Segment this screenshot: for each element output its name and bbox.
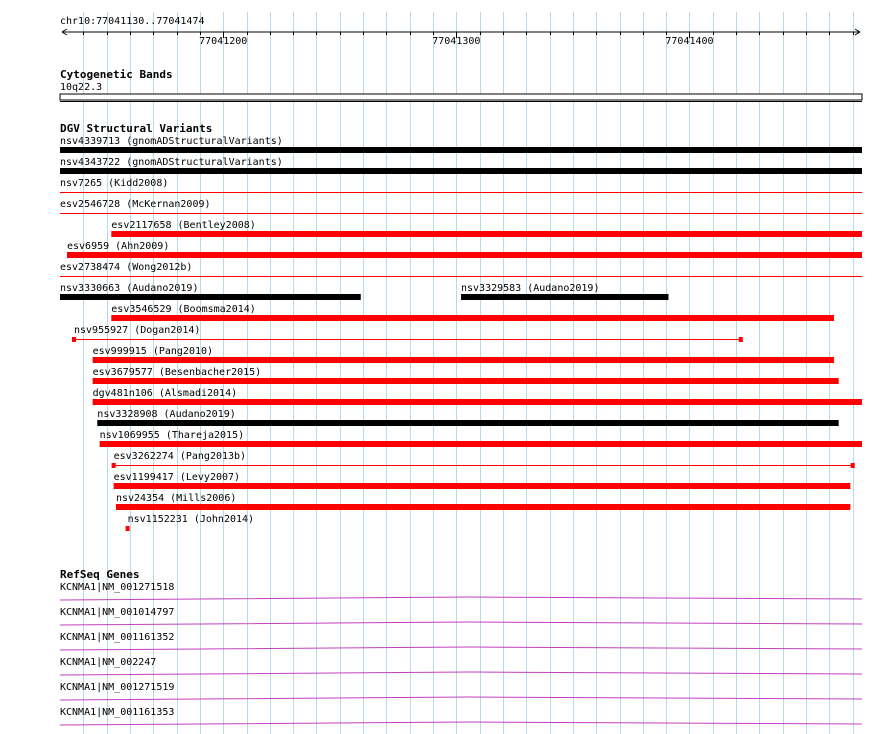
cytogenetic-bands-track [60,68,862,102]
sv-feature-bar[interactable] [93,378,839,384]
sv-feature-start-cap[interactable] [112,463,116,468]
gene-intron-line[interactable] [60,647,862,650]
sv-feature[interactable] [67,241,862,258]
sv-feature-label: esv3679577 (Besenbacher2015) [92,367,262,378]
gene-intron-line[interactable] [60,597,862,600]
sv-feature-bar[interactable] [461,294,668,300]
gene-label: KCNMA1|NM_001271518 [60,582,175,593]
gene-model[interactable] [60,707,862,725]
sv-feature-bar[interactable] [60,294,361,300]
sv-feature-label: esv2117658 (Bentley2008) [111,220,256,231]
sv-feature-bar[interactable] [111,315,834,321]
sv-feature[interactable] [60,136,862,153]
sv-feature-label: nsv4343722 (gnomADStructuralVariants) [60,157,283,168]
sv-feature-bar[interactable] [93,357,834,363]
sv-feature-list [60,136,862,531]
ruler-tick-label: 77041300 [432,36,481,47]
sv-feature[interactable] [114,472,851,489]
gene-label: KCNMA1|NM_001161353 [60,707,175,718]
coordinate-ruler [60,16,860,47]
sv-feature-end-cap[interactable] [739,337,743,342]
sv-feature-label: esv6959 (Ahn2009) [66,241,170,252]
sv-feature-label: esv2546728 (McKernan2009) [60,199,211,210]
sv-feature-label: nsv3328908 (Audano2019) [97,409,236,420]
sv-feature[interactable] [93,346,834,363]
refseq-genes-track [60,568,862,725]
ruler-tick-label: 77041400 [665,36,714,47]
sv-feature-label: nsv24354 (Mills2006) [115,493,237,504]
gene-model[interactable] [60,582,862,600]
gene-intron-line[interactable] [60,697,862,700]
sv-feature-bar[interactable] [60,147,862,153]
cytoband-bar[interactable] [60,94,862,100]
track-title-refseq-genes: RefSeq Genes [60,568,140,581]
sv-feature-label: nsv1069955 (Thareja2015) [99,430,245,441]
dgv-structural-variants-track [60,122,862,531]
sv-feature[interactable] [60,262,862,277]
sv-feature[interactable] [93,388,862,405]
sv-feature-label: nsv4339713 (gnomADStructuralVariants) [60,136,283,147]
gene-list [60,582,862,725]
sv-feature-bar[interactable] [111,231,862,237]
sv-feature[interactable] [60,199,862,214]
sv-feature[interactable] [60,157,862,174]
track-title-cytogenetic-bands: Cytogenetic Bands [60,68,173,81]
sv-feature[interactable] [116,493,850,510]
sv-feature-label: esv2738474 (Wong2012b) [60,262,193,273]
sv-feature-bar[interactable] [67,252,862,258]
sv-feature-bar[interactable] [97,420,838,426]
sv-feature-label: nsv1152231 (John2014) [127,514,255,525]
sv-feature-bar[interactable] [100,441,862,447]
gene-intron-line[interactable] [60,722,862,725]
sv-feature-label: nsv955927 (Dogan2014) [73,325,201,336]
sv-feature[interactable] [97,409,838,426]
gene-model[interactable] [60,632,862,650]
sv-feature[interactable] [60,178,862,193]
sv-feature[interactable] [111,220,862,237]
sv-feature-label: nsv3330663 (Audano2019) [60,283,199,294]
gene-intron-line[interactable] [60,622,862,625]
sv-feature[interactable] [72,325,743,342]
sv-feature[interactable] [60,283,361,300]
sv-feature-start-cap[interactable] [126,526,130,531]
track-title-dgv-structural-variants: DGV Structural Variants [60,122,213,135]
sv-feature-start-cap[interactable] [72,337,76,342]
sv-feature-label: nsv7265 (Kidd2008) [60,178,169,189]
gene-model[interactable] [60,607,862,625]
cytoband-label[interactable]: 10q22.3 [60,82,103,93]
sv-feature-bar[interactable] [116,504,850,510]
sv-feature-bar[interactable] [60,168,862,174]
sv-feature-bar[interactable] [93,399,862,405]
sv-feature[interactable] [126,514,254,531]
sv-feature-end-cap[interactable] [851,463,855,468]
sv-feature-label: esv3546529 (Boomsma2014) [111,304,256,315]
gene-label: KCNMA1|NM_001014797 [60,607,175,618]
sv-feature[interactable] [461,283,668,300]
sv-feature-label: esv1199417 (Levy2007) [113,472,241,483]
gene-intron-line[interactable] [60,672,862,675]
gene-model[interactable] [60,657,862,675]
sv-feature-label: dgv481n106 (Alsmadi2014) [92,388,238,399]
sv-feature-label: esv3262274 (Pang2013b) [113,451,247,462]
ruler-tick-label: 77041200 [199,36,248,47]
sv-feature[interactable] [111,304,834,321]
sv-feature[interactable] [93,367,839,384]
sv-feature[interactable] [112,451,855,468]
gene-model[interactable] [60,682,862,700]
region-label: chr10:77041130..77041474 [60,16,205,27]
sv-feature-bar[interactable] [114,483,851,489]
sv-feature-label: nsv3329583 (Audano2019) [461,283,600,294]
gene-label: KCNMA1|NM_001271519 [60,682,175,693]
sv-feature-label: esv999915 (Pang2010) [92,346,214,357]
gene-label: KCNMA1|NM_001161352 [60,632,175,643]
gene-label: KCNMA1|NM_002247 [60,657,157,668]
